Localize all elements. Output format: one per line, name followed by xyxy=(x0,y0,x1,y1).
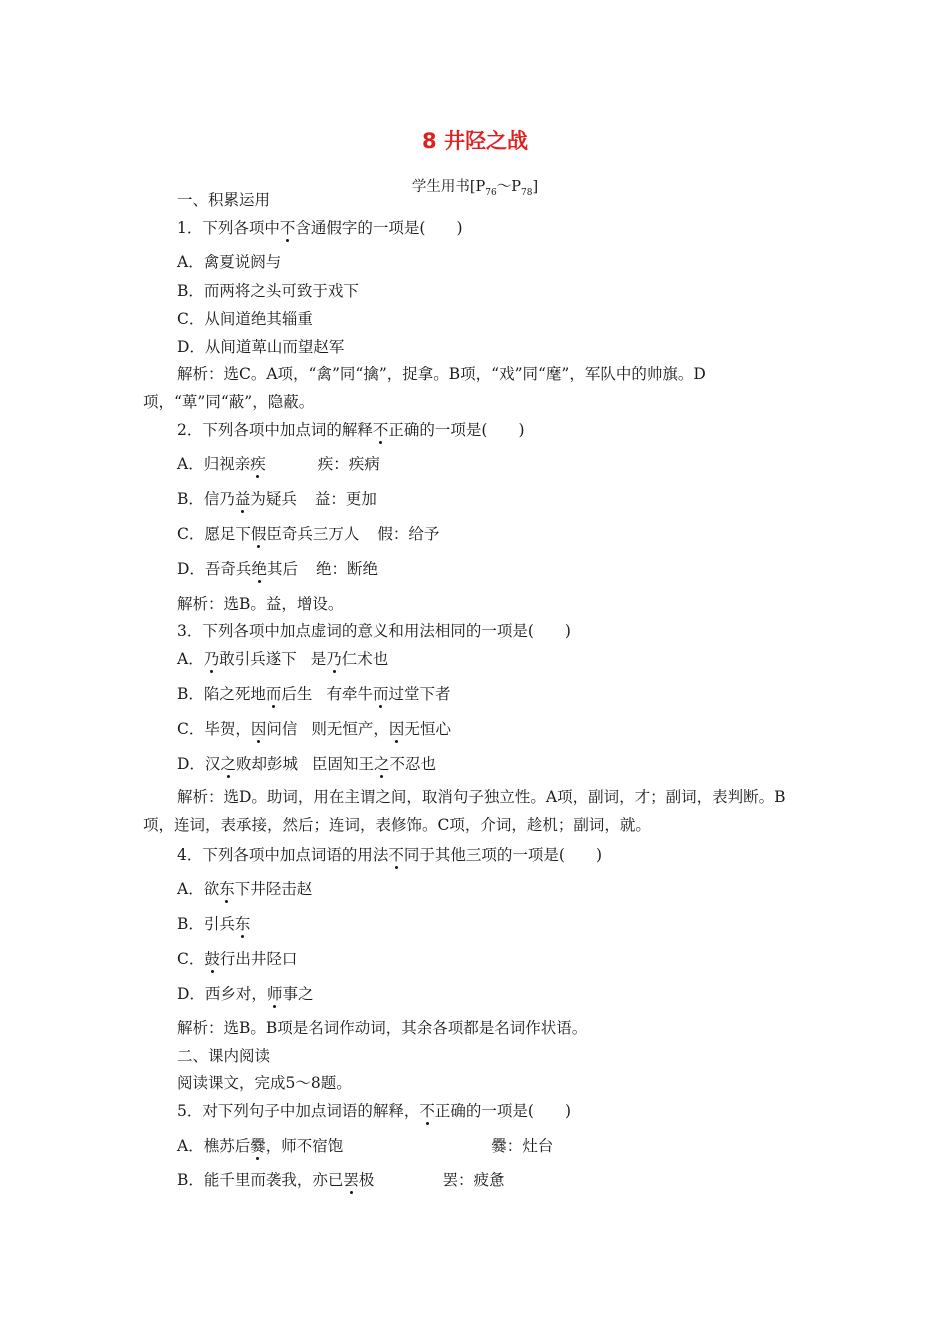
question-5-option-a: A．樵苏后爨，师不宿饱 爨：灶台 xyxy=(177,1137,554,1155)
question-4-option-d: D．西乡对，师事之 xyxy=(177,985,314,1003)
question-3-stem: 3．下列各项中加点虚词的意义和用法相同的一项是( ) xyxy=(177,622,571,640)
question-2-stem: 2．下列各项中加点词的解释不正确的一项是( ) xyxy=(177,421,525,439)
question-3-option-c: C．毕贺，因问信 则无恒产，因无恒心 xyxy=(177,720,451,738)
question-2-option-c: C．愿足下假臣奇兵三万人 假：给予 xyxy=(177,525,440,543)
question-5-stem: 5．对下列句子中加点词语的解释，不正确的一项是( ) xyxy=(177,1102,571,1120)
question-3-option-d: D．汉之败却彭城 臣固知王之不忍也 xyxy=(177,755,437,773)
question-2-option-a: A．归视亲疾 疾：疾病 xyxy=(177,455,380,473)
question-2-analysis: 解析：选B。益，增设。 xyxy=(177,595,344,613)
question-2-option-d: D．吾奇兵绝其后 绝：断绝 xyxy=(177,560,378,578)
question-1-analysis: 解析：选C。A项，“禽”同“擒”，捉拿。B项，“戏”同“麾”，军队中的帅旗。D项，“萆”同“蔽”，隐蔽。 xyxy=(143,365,706,411)
page-title: 8 井陉之战 xyxy=(422,129,528,153)
question-4-analysis: 解析：选B。B项是名词作动词，其余各项都是名词作状语。 xyxy=(177,1019,588,1037)
question-1-option-d: D．从间道萆山而望赵军 xyxy=(177,338,345,356)
question-5-option-b: B．能千里而袭我，亦已罢极 罢：疲惫 xyxy=(177,1171,505,1189)
page-reference: 学生用书$[P_{76}\sim P_{78}]$ xyxy=(411,179,539,198)
section-heading: 一、积累运用 xyxy=(177,191,271,209)
question-4-option-a: A．欲东下井陉击赵 xyxy=(177,880,313,898)
question-2-option-b: B．信乃益为疑兵 益：更加 xyxy=(177,490,377,508)
reading-instruction: 阅读课文，完成5～8题。 xyxy=(177,1074,352,1092)
question-3-analysis: 解析：选D。助词，用在主谓之间，取消句子独立性。A项，副词，才；副词，表判断。B项，连词，表承接，然后；连词，表修饰。C项，介词，趁机；副词，就。 xyxy=(143,788,786,834)
question-4-option-c: C．鼓行出井陉口 xyxy=(177,950,298,968)
question-4-stem: 4．下列各项中加点词语的用法不同于其他三项的一项是( ) xyxy=(177,846,602,864)
question-3-option-a: A．乃敢引兵遂下 是乃仁术也 xyxy=(177,650,389,668)
question-4-option-b: B．引兵东 xyxy=(177,915,251,933)
question-3-option-b: B．陷之死地而后生 有牵牛而过堂下者 xyxy=(177,685,451,703)
section-heading: 二、课内阅读 xyxy=(177,1047,271,1065)
question-1-option-c: C．从间道绝其辎重 xyxy=(177,310,313,328)
question-1-option-a: A．禽夏说阏与 xyxy=(177,253,282,271)
question-1-option-b: B．而两将之头可致于戏下 xyxy=(177,282,359,300)
question-1-stem: 1．下列各项中不含通假字的一项是( ) xyxy=(177,219,463,237)
